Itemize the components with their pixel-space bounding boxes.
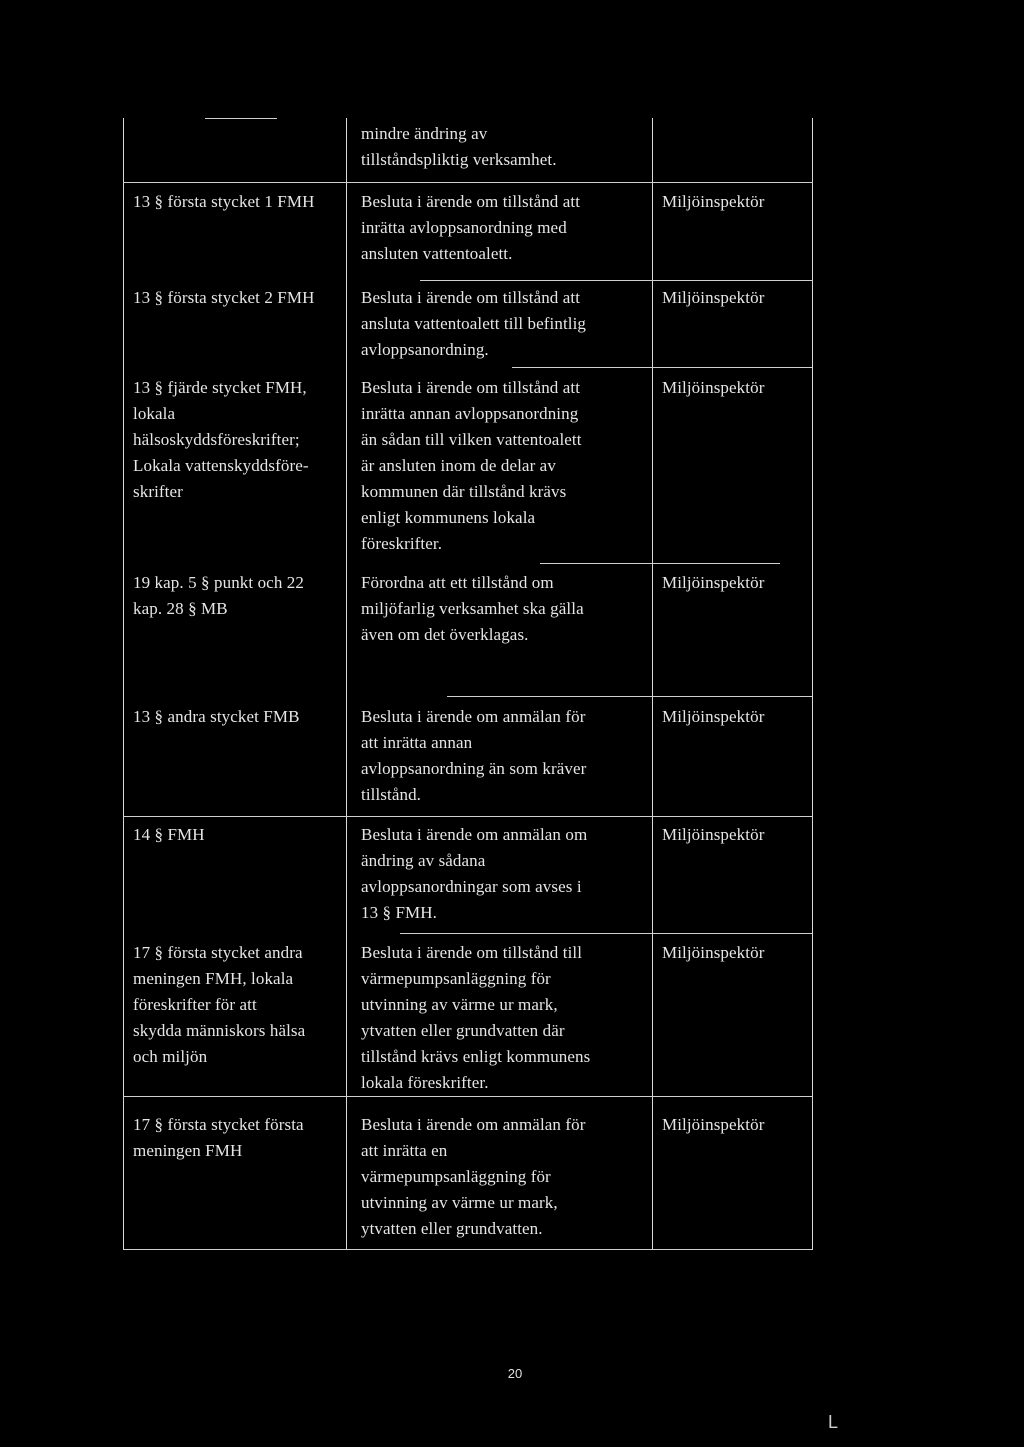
delegate-cell: Miljöinspektör	[662, 1115, 765, 1134]
row-divider	[420, 280, 813, 281]
delegate-cell: Miljöinspektör	[662, 378, 765, 397]
decision-cell: Besluta i ärende om anmälan för att inrätta annan avloppsanordning än som kräver tillstånd.	[361, 707, 587, 804]
table-border-left	[123, 118, 124, 1250]
decision-cell: Förordna att ett tillstånd om miljöfarlig verksamhet ska gälla även om det överklagas.	[361, 573, 584, 644]
delegate-cell: Miljöinspektör	[662, 707, 765, 726]
delegate-cell: Miljöinspektör	[662, 943, 765, 962]
column-divider-2	[652, 118, 653, 1250]
corner-mark: L	[828, 1412, 839, 1432]
decision-cell: Besluta i ärende om tillstånd till värmepumpsanläggning för utvinning av värme ur mark, ytvatten eller grundvatten där tillstånd krävs enligt kommunens lokala föreskrifter.	[361, 943, 591, 1092]
decision-cell: Besluta i ärende om anmälan om ändring av sådana avloppsanordningar som avses i 13 § FMH.	[361, 825, 588, 922]
legal-reference-cell: 13 § andra stycket FMB	[133, 707, 300, 726]
delegate-cell: Miljöinspektör	[662, 192, 765, 211]
legal-reference-cell: 14 § FMH	[133, 825, 205, 844]
decision-cell: Besluta i ärende om tillstånd att inrätta avloppsanordning med ansluten vattentoalett.	[361, 192, 581, 263]
legal-reference-cell: 19 kap. 5 § punkt och 22 kap. 28 § MB	[133, 573, 304, 618]
table-top-fragment	[205, 118, 277, 119]
row-divider	[400, 933, 812, 934]
column-divider-1	[346, 118, 347, 1250]
row-divider	[123, 1096, 813, 1097]
legal-reference-cell: 13 § första stycket 2 FMH	[133, 288, 315, 307]
decision-cell: Besluta i ärende om anmälan för att inrätta en värmepumpsanläggning för utvinning av värme ur mark, ytvatten eller grundvatten.	[361, 1115, 586, 1238]
row-divider	[512, 367, 812, 368]
delegate-cell: Miljöinspektör	[662, 288, 765, 307]
legal-reference-cell: 13 § första stycket 1 FMH	[133, 192, 315, 211]
delegate-cell: Miljöinspektör	[662, 825, 765, 844]
decision-cell: mindre ändring av tillståndspliktig verksamhet.	[361, 124, 557, 169]
row-divider	[540, 563, 780, 564]
legal-reference-cell: 17 § första stycket första meningen FMH	[133, 1115, 304, 1160]
legal-reference-cell: 17 § första stycket andra meningen FMH, lokala föreskrifter för att skydda människors hälsa och miljön	[133, 943, 306, 1066]
row-divider	[123, 182, 813, 183]
page-number: 20	[507, 1366, 523, 1381]
row-divider	[447, 696, 812, 697]
decision-cell: Besluta i ärende om tillstånd att ansluta vattentoalett till befintlig avloppsanordning.	[361, 288, 587, 359]
legal-reference-cell: 13 § fjärde stycket FMH, lokala hälsoskyddsföreskrifter; Lokala vattenskyddsföre- skrifter	[133, 378, 309, 501]
decision-cell: Besluta i ärende om tillstånd att inrätta annan avloppsanordning än sådan till vilken vattentoalett är ansluten inom de delar av kommunen där tillstånd krävs enligt kommunens lokala föreskrifter.	[361, 378, 582, 553]
delegate-cell: Miljöinspektör	[662, 573, 765, 592]
row-divider	[123, 816, 813, 817]
table-bottom-border	[123, 1249, 813, 1250]
